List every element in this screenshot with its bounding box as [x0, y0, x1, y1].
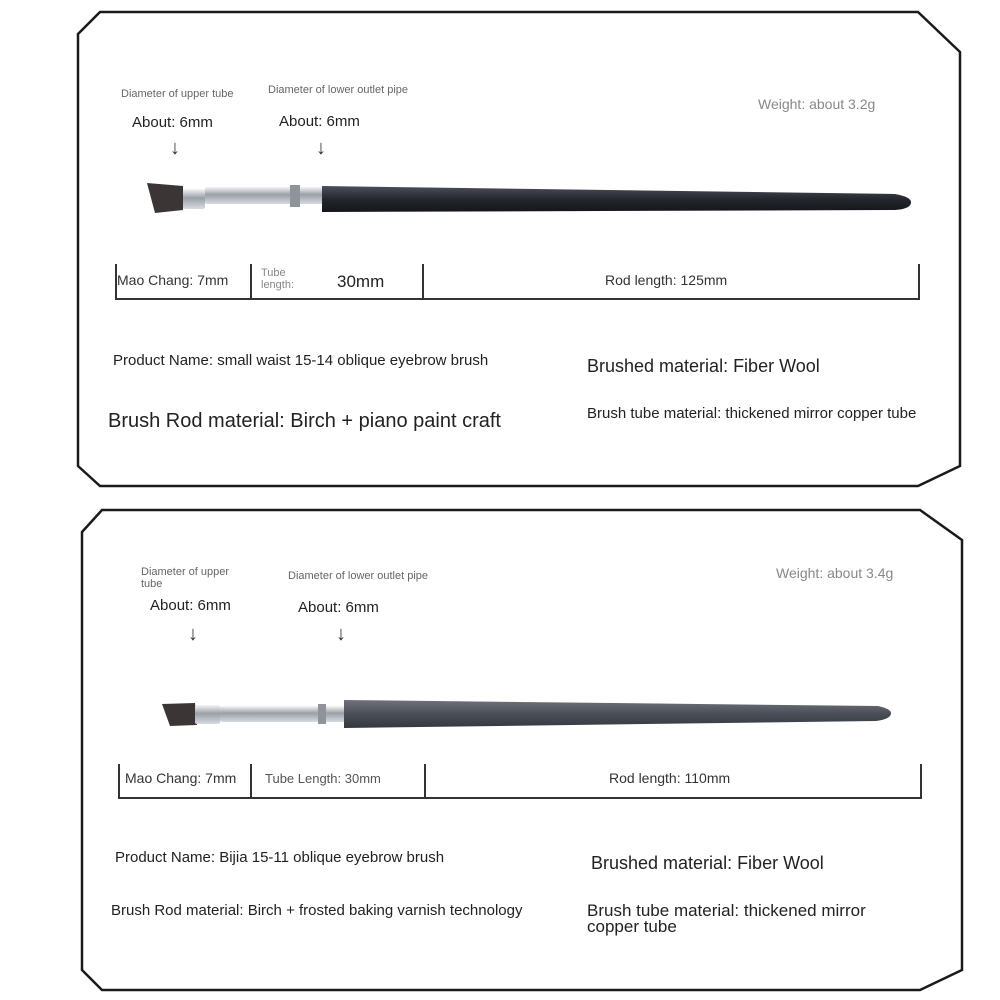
brushed-material: Brushed material: Fiber Wool: [591, 853, 824, 873]
rod-length-label: Rod length: 110mm: [609, 770, 731, 786]
dimension-tick: [422, 264, 424, 300]
down-arrow-icon: ↓: [170, 137, 180, 159]
tube-length-value: 30mm: [337, 272, 385, 291]
tube-length-label: Tube Length: 30mm: [265, 771, 381, 786]
tube-material: Brush tube material: thickened mirror copper tube: [587, 405, 917, 422]
dimension-bar: [118, 797, 922, 799]
product-name: Product Name: Bijia 15-11 oblique eyebrow brush: [115, 849, 445, 866]
ferrule-upper: [205, 187, 323, 204]
rod-material: Brush Rod material: Birch + frosted baking varnish technology: [111, 902, 523, 919]
upper-tube-value: About: 6mm: [132, 114, 213, 131]
dimension-tick: [424, 764, 426, 799]
bristle-tip: [162, 703, 197, 726]
upper-tube-label: Diameter of upper tube: [121, 88, 234, 100]
bristle-tip: [147, 183, 183, 213]
weight-label: Weight: about 3.4g: [776, 565, 894, 581]
dimension-tick: [918, 264, 920, 300]
weight-label: Weight: about 3.2g: [758, 96, 876, 112]
handle: [344, 700, 891, 728]
down-arrow-icon: ↓: [336, 623, 346, 645]
dimension-tick: [118, 764, 120, 799]
down-arrow-icon: ↓: [316, 137, 326, 159]
ferrule-upper: [220, 706, 345, 722]
rod-material: Brush Rod material: Birch + piano paint craft: [108, 410, 501, 432]
tube-material: Brush tube material: thickened mirror copper tube: [587, 901, 866, 937]
lower-tube-label: Diameter of lower outlet pipe: [288, 570, 429, 582]
dimension-tick: [250, 264, 252, 300]
rod-length-label: Rod length: 125mm: [605, 272, 728, 288]
mao-chang-label: Mao Chang: 7mm: [125, 770, 237, 786]
mao-chang-label: Mao Chang: 7mm: [117, 272, 229, 288]
dimension-tick: [250, 764, 252, 799]
ferrule-lower: [183, 189, 205, 209]
upper-tube-value: About: 6mm: [150, 597, 231, 614]
down-arrow-icon: ↓: [188, 623, 198, 645]
product-card-2: [0, 500, 1000, 1000]
lower-tube-value: About: 6mm: [298, 599, 379, 616]
handle: [322, 186, 911, 212]
tube-length-label: Tube length:: [261, 267, 295, 291]
dimension-tick: [920, 764, 922, 799]
ferrule-ring: [290, 185, 300, 207]
lower-tube-value: About: 6mm: [279, 113, 360, 130]
product-name: Product Name: small waist 15-14 oblique eyebrow brush: [113, 352, 489, 369]
brushed-material: Brushed material: Fiber Wool: [587, 356, 820, 376]
ferrule-ring: [318, 704, 326, 724]
upper-tube-label: Diameter of upper tube: [141, 566, 230, 591]
ferrule-lower: [195, 705, 220, 724]
lower-tube-label: Diameter of lower outlet pipe: [268, 84, 409, 96]
dimension-bar: [115, 298, 920, 300]
